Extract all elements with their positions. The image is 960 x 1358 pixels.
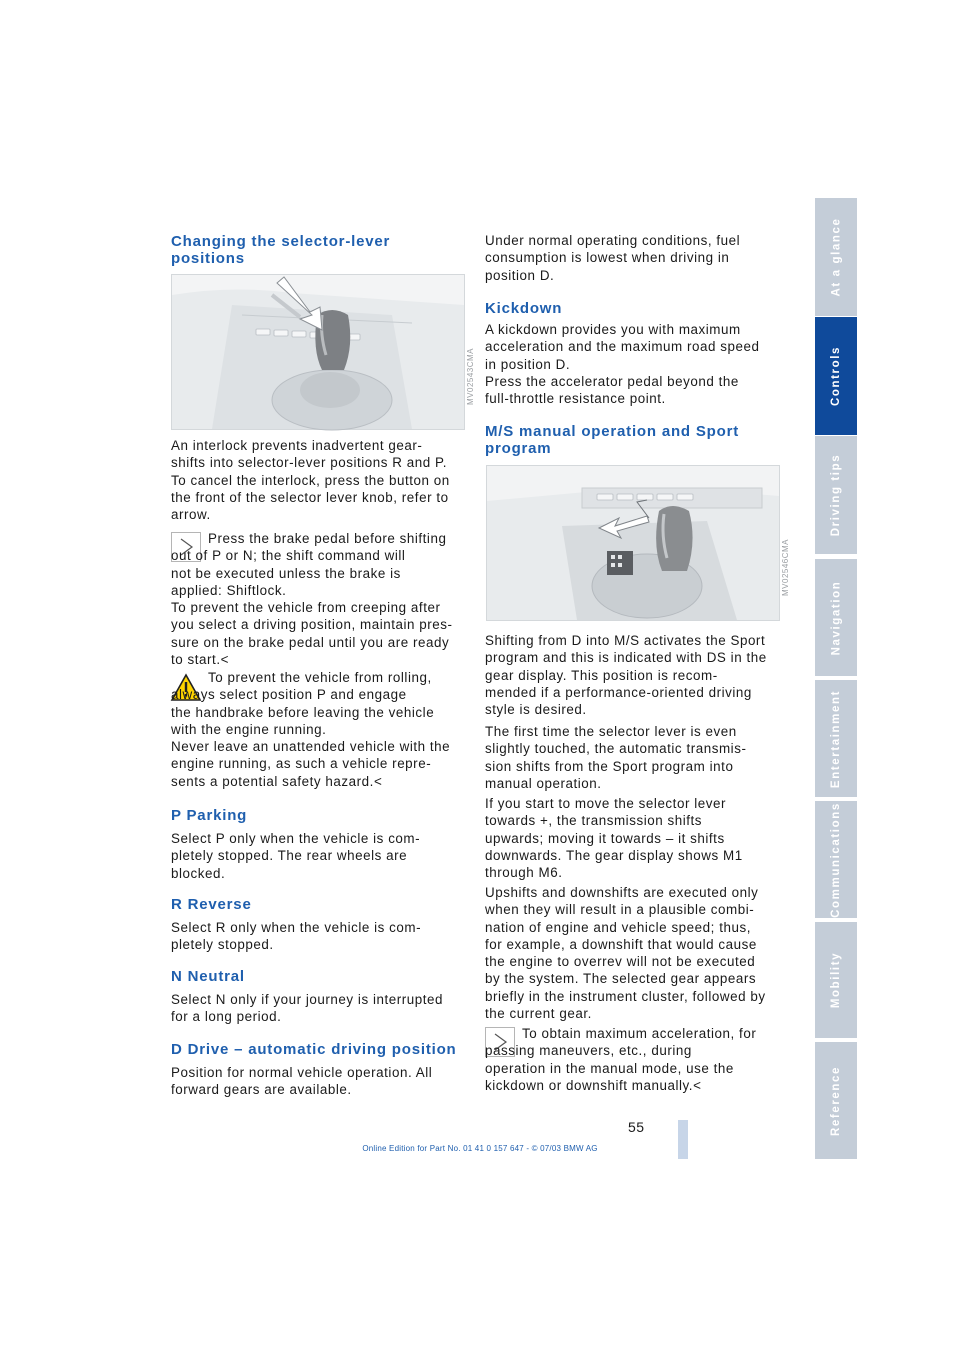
paragraph-reverse: Select R only when the vehicle is com- pletely stopped. [171,920,422,953]
heading-selector-lever: Changing the selector-lever positions [171,233,391,267]
tab-navigation[interactable]: Navigation [815,559,857,676]
paragraph-ms-touch: The first time the selector lever is even slightly touched, the automatic transmis- sion shifts from the Sport program into manual operation. [485,724,747,791]
heading-ms-manual: M/S manual operation and Sport program [485,423,740,457]
paragraph-interlock: An interlock prevents inadvertent gear- shifts into selector-lever positions R and P. To cancel the interlock, press the button on the front of the selector lever knob, refer to arrow. [171,438,450,523]
heading-p-parking: P Parking [171,807,248,824]
tab-communications[interactable]: Communications [815,801,857,918]
paragraph-drive: Position for normal vehicle operation. All forward gears are available. [171,1065,433,1098]
tab-controls[interactable]: Controls [815,317,857,435]
tab-reference[interactable]: Reference [815,1042,857,1159]
heading-n-neutral: N Neutral [171,968,245,985]
heading-d-drive: D Drive – automatic driving position [171,1041,457,1058]
paragraph-ms-shift: If you start to move the selector lever towards +, the transmission shifts upwards; moving it towards – it shifts downwards. The gear display shows M1 through M6. [485,796,743,881]
selector-lever-illustration [172,275,464,429]
note-acceleration: To obtain maximum acceleration, for passing maneuvers, etc., during operation in the manual mode, use the kickdown or downshift manually.< [485,1026,757,1093]
page-number-bar [678,1120,688,1159]
paragraph-parking: Select P only when the vehicle is com- pletely stopped. The rear wheels are blocked. [171,831,421,881]
paragraph-fuel: Under normal operating conditions, fuel consumption is lowest when driving in position D. [485,233,741,283]
figure-selector-lever [171,274,475,430]
tab-at-a-glance[interactable]: At a glance [815,198,857,316]
footer-online-edition: Online Edition for Part No. 01 41 0 157 647 - © 07/03 BMW AG [362,1144,598,1153]
heading-r-reverse: R Reverse [171,896,252,913]
note-brake: Press the brake pedal before shifting out of P or N; the shift command will not be executed unless the brake is applied: Shiftlock. To prevent the vehicle from creeping after you select a driving position, maintain pres- sure on the brake pedal until you are ready to start.< [171,531,453,668]
paragraph-neutral: Select N only if your journey is interrupted for a long period. [171,992,444,1025]
paragraph-kickdown: A kickdown provides you with maximum acceleration and the maximum road speed in position D. Press the accelerator pedal beyond the full-throttle resistance point. [485,322,760,407]
warning-rolling: To prevent the vehicle from rolling, always select position P and engage the handbrake before leaving the vehicle with the engine running. Never leave an unattended vehicle with the engine running, as such a vehicle repre- sents a potential safety hazard.< [171,670,451,789]
figure-code: MV02543CMA [466,347,475,405]
tab-entertainment[interactable]: Entertainment [815,680,857,797]
figure-ms-lever [486,465,790,621]
paragraph-ms-plausible: Upshifts and downshifts are executed only when they will result in a plausible combi- nation of engine and vehicle speed; thus, for example, a downshift that would cause the engine to overrev will not be executed by the system. The selected gear appears briefly in the instrument cluster, followed by the current gear. [485,885,766,1022]
tab-driving-tips[interactable]: Driving tips [815,436,857,554]
page-number: 55 [628,1119,645,1135]
figure-code: MV02546CMA [781,538,790,596]
heading-kickdown: Kickdown [485,300,563,317]
ms-lever-illustration [487,466,779,620]
paragraph-ms-sport: Shifting from D into M/S activates the Sport program and this is indicated with DS in the gear display. This position is recom- mended if a performance-oriented driving style is desired. [485,633,767,718]
tab-mobility[interactable]: Mobility [815,922,857,1038]
